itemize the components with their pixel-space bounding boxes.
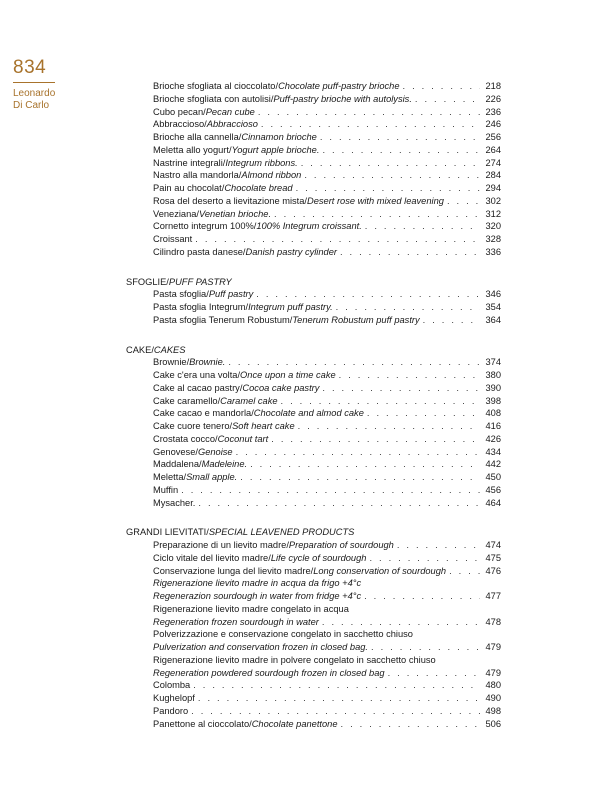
toc-entry-italian: Mysacher. bbox=[153, 497, 196, 508]
section-heading-english: SPECIAL LEAVENED PRODUCTS bbox=[208, 527, 355, 538]
dot-leader bbox=[236, 446, 480, 459]
dot-leader bbox=[371, 641, 480, 654]
toc-entry-title bbox=[153, 233, 192, 246]
toc-entry-italian: Pain au chocolat/ bbox=[153, 183, 225, 193]
dot-leader bbox=[364, 590, 480, 603]
toc-entry[interactable] bbox=[126, 577, 501, 590]
toc-entry-english: Soft heart cake bbox=[232, 421, 295, 431]
toc-entry-page-number: 478 bbox=[485, 616, 501, 627]
dot-leader bbox=[367, 407, 480, 420]
page-number: 834 bbox=[13, 57, 47, 78]
toc-entry-english: Puff-pastry brioche with autolysis. bbox=[273, 93, 412, 104]
toc-entry-page-number: 398 bbox=[485, 395, 501, 406]
toc-entry-page-number: 416 bbox=[485, 421, 501, 431]
toc-entry-italian: Cubo pecan/ bbox=[153, 106, 206, 117]
toc-entry-title bbox=[153, 208, 271, 221]
toc-entry-italian: Nastro alla mandorla/ bbox=[153, 170, 242, 181]
dot-leader bbox=[322, 382, 480, 395]
toc-entry-english: Almond ribbon bbox=[241, 170, 302, 181]
section-heading bbox=[126, 276, 501, 289]
toc-entry-page-number: 498 bbox=[485, 705, 501, 716]
toc-entry-title bbox=[153, 301, 333, 314]
toc-entry-title bbox=[153, 692, 195, 705]
toc-entry-page-number: 246 bbox=[485, 119, 501, 130]
toc-entry-english: Desert rose with mixed leavening bbox=[307, 195, 444, 206]
toc-entry-page-number: 328 bbox=[485, 234, 501, 244]
toc-entry-italian: Pasta sfoglia Tenerum Robustum/ bbox=[153, 314, 293, 325]
toc-entry-italian: Brioche alla cannella/ bbox=[153, 132, 242, 142]
toc-entry-english: 100% Integrum croissant. bbox=[256, 221, 362, 232]
section-heading-italian: SFOGLIE/ bbox=[126, 276, 169, 287]
toc-entry-italian: Cilindro pasta danese/ bbox=[153, 246, 246, 257]
toc-entry-page-number: 475 bbox=[485, 552, 501, 563]
toc-entry-page-number: 274 bbox=[485, 157, 501, 168]
toc-entry-english: Puff pastry bbox=[208, 289, 254, 300]
toc-entry-italian: Colomba bbox=[153, 680, 191, 691]
toc-entry-english: Small apple. bbox=[186, 472, 238, 482]
toc-entry-italian: Brioche sfogliata al cioccolato/ bbox=[153, 81, 279, 91]
dot-leader bbox=[339, 369, 480, 382]
dot-leader bbox=[281, 395, 480, 408]
toc-entry-title bbox=[153, 641, 368, 654]
toc-entry[interactable] bbox=[126, 628, 501, 641]
dot-leader bbox=[256, 288, 480, 301]
toc-entry-title bbox=[153, 628, 413, 641]
toc-entry-english: Chocolate panettone bbox=[251, 718, 338, 729]
toc-entry[interactable] bbox=[126, 169, 501, 182]
toc-entry-english: Once upon a time cake bbox=[240, 370, 336, 380]
toc-entry-italian: Pandoro bbox=[153, 705, 189, 716]
toc-entry[interactable] bbox=[126, 288, 501, 301]
toc-entry-page-number: 434 bbox=[485, 446, 501, 457]
dot-leader bbox=[298, 420, 480, 433]
toc-entry-page-number: 506 bbox=[485, 718, 501, 729]
toc-entry-english: Regenerazion sourdough in water from fridge +4°c bbox=[153, 591, 362, 601]
toc-entry-page-number: 336 bbox=[485, 246, 501, 257]
toc-entry-italian: Cake cacao e mandorla/ bbox=[153, 408, 254, 419]
toc-entry-title bbox=[153, 80, 400, 93]
toc-entry[interactable] bbox=[126, 718, 501, 731]
toc-entry-english: Long conservation of sourdough bbox=[313, 565, 447, 576]
toc-entry-english: Preparation of sourdough bbox=[288, 540, 394, 550]
toc-entry-page-number: 464 bbox=[485, 497, 501, 508]
toc-entry-title bbox=[153, 407, 364, 420]
toc-entry-page-number: 346 bbox=[485, 289, 501, 300]
dot-leader bbox=[403, 80, 480, 93]
toc-entry-page-number: 476 bbox=[485, 565, 501, 576]
dot-leader bbox=[240, 471, 480, 484]
toc-entry[interactable] bbox=[126, 382, 501, 395]
toc-entry-italian: Croissant bbox=[153, 234, 193, 244]
toc-entry[interactable] bbox=[126, 539, 501, 552]
toc-entry[interactable] bbox=[126, 552, 501, 565]
dot-leader bbox=[228, 356, 480, 369]
toc-entry-english: Integrum ribbons. bbox=[225, 157, 298, 168]
toc-entry-english: Chocolate bread bbox=[224, 183, 293, 193]
toc-entry-page-number: 312 bbox=[485, 208, 501, 219]
toc-entry-english: Brownie. bbox=[189, 357, 226, 368]
toc-entry-title bbox=[153, 667, 385, 680]
toc-entry-title bbox=[153, 382, 319, 395]
toc-entry-english: Pulverization and conservation frozen in closed bag. bbox=[153, 642, 368, 652]
toc-entry[interactable] bbox=[126, 667, 501, 680]
toc-entry-page-number: 256 bbox=[485, 132, 501, 142]
section-heading-english: CAKES bbox=[153, 344, 186, 355]
toc-entry[interactable] bbox=[126, 208, 501, 221]
toc-entry[interactable] bbox=[126, 118, 501, 131]
dot-leader bbox=[301, 157, 480, 170]
dot-leader bbox=[193, 679, 480, 692]
dot-leader bbox=[304, 169, 480, 182]
dot-leader bbox=[195, 233, 480, 246]
toc-entry[interactable] bbox=[126, 301, 501, 314]
dot-leader bbox=[191, 705, 480, 718]
toc-entry-italian: Preparazione di un lievito madre/ bbox=[153, 540, 289, 550]
toc-entry-page-number: 374 bbox=[485, 357, 501, 368]
dot-leader bbox=[369, 552, 480, 565]
toc-entry-title bbox=[153, 565, 446, 578]
section-heading-italian: CAKE/ bbox=[126, 344, 154, 355]
toc-entry[interactable] bbox=[126, 590, 501, 603]
author-name bbox=[13, 88, 55, 112]
toc-entry-title bbox=[153, 718, 338, 731]
toc-entry-page-number: 450 bbox=[485, 472, 501, 482]
toc-entry-english: Abbraccioso bbox=[206, 119, 258, 130]
toc-entry[interactable] bbox=[126, 93, 501, 106]
toc-entry[interactable] bbox=[126, 565, 501, 578]
toc-entry-title bbox=[153, 484, 178, 497]
toc-entry[interactable] bbox=[126, 497, 501, 510]
dot-leader bbox=[322, 144, 480, 157]
toc-entry-title bbox=[153, 169, 301, 182]
toc-entry[interactable] bbox=[126, 131, 501, 144]
toc-entry-italian: Brownie/ bbox=[153, 357, 190, 368]
toc-entry-title bbox=[153, 131, 317, 144]
toc-entry[interactable] bbox=[126, 654, 501, 667]
toc-entry-english: Venetian brioche. bbox=[199, 208, 272, 219]
dot-leader bbox=[250, 458, 480, 471]
toc-entry[interactable] bbox=[126, 314, 501, 327]
toc-entry[interactable] bbox=[126, 395, 501, 408]
section-heading-italian: GRANDI LIEVITATI/ bbox=[126, 527, 209, 538]
author-last-name: Di Carlo bbox=[13, 100, 50, 111]
toc-entry[interactable] bbox=[126, 246, 501, 259]
toc-entry-italian: Brioche sfogliata con autolisi/ bbox=[153, 93, 274, 104]
toc-entry-english: Chocolate and almod cake bbox=[253, 408, 364, 419]
toc-entry-page-number: 354 bbox=[485, 302, 501, 312]
toc-entry[interactable] bbox=[126, 471, 501, 484]
toc-entry-title bbox=[153, 93, 412, 106]
toc-entry-italian: Nastrine integrali/ bbox=[153, 157, 226, 168]
toc-entry[interactable] bbox=[126, 356, 501, 369]
toc-entry[interactable] bbox=[126, 144, 501, 157]
toc-entry[interactable] bbox=[126, 157, 501, 170]
toc-entry-title bbox=[153, 118, 258, 131]
toc-entry-title bbox=[153, 654, 436, 667]
toc-entry[interactable] bbox=[126, 106, 501, 119]
toc-entry-title bbox=[153, 679, 190, 692]
toc-entry[interactable] bbox=[126, 195, 501, 208]
toc-entry-page-number: 364 bbox=[485, 314, 501, 325]
dot-leader bbox=[388, 667, 480, 680]
toc-entry-italian: Genovese/ bbox=[153, 446, 198, 457]
dot-leader bbox=[341, 718, 480, 731]
toc-entry-italian: Rigenerazione lievito madre congelato in acqua bbox=[153, 603, 349, 614]
toc-entry-italian: Veneziana/ bbox=[153, 208, 200, 219]
dot-leader bbox=[261, 118, 480, 131]
toc-entry[interactable] bbox=[126, 458, 501, 471]
toc-entry-page-number: 236 bbox=[485, 106, 501, 117]
toc-entry-italian: Pasta sfoglia Integrum/ bbox=[153, 302, 249, 312]
toc-entry[interactable] bbox=[126, 420, 501, 433]
toc-entry-page-number: 479 bbox=[485, 667, 501, 678]
toc-entry-page-number: 456 bbox=[485, 484, 501, 495]
toc-entry-page-number: 474 bbox=[485, 540, 501, 550]
toc-entry-english: Caramel cake bbox=[220, 395, 278, 406]
toc-entry-title bbox=[153, 144, 319, 157]
toc-entry-english: Tenerum Robustum puff pastry bbox=[292, 314, 420, 325]
toc-entry-page-number: 284 bbox=[485, 170, 501, 181]
toc-entry-title bbox=[153, 616, 319, 629]
dot-leader bbox=[198, 692, 480, 705]
toc-entry-italian: Crostata cocco/ bbox=[153, 433, 218, 444]
toc-entry[interactable] bbox=[126, 80, 501, 93]
toc-entry-title bbox=[153, 246, 337, 259]
toc-entry-english: Cocoa cake pastry bbox=[242, 382, 320, 393]
dot-leader bbox=[274, 208, 480, 221]
table-of-contents bbox=[126, 80, 501, 730]
toc-entry-page-number: 226 bbox=[485, 93, 501, 104]
section-heading bbox=[126, 526, 501, 539]
toc-entry-page-number: 294 bbox=[485, 183, 501, 193]
toc-entry-title bbox=[153, 539, 394, 552]
toc-entry-page-number: 490 bbox=[485, 693, 501, 703]
toc-entry[interactable] bbox=[126, 692, 501, 705]
toc-entry-italian: Rigenerazione lievito madre in polvere congelato in sacchetto chiuso bbox=[153, 654, 436, 665]
toc-entry-page-number: 442 bbox=[485, 459, 501, 470]
dot-leader bbox=[423, 314, 480, 327]
toc-entry-title bbox=[153, 157, 298, 170]
toc-entry-italian: Pasta sfoglia/ bbox=[153, 289, 209, 300]
toc-entry-page-number: 302 bbox=[485, 195, 501, 206]
toc-entry-title bbox=[153, 446, 233, 459]
toc-entry[interactable] bbox=[126, 182, 501, 195]
toc-entry-title bbox=[153, 220, 362, 233]
toc-entry-italian: Cake cuore tenero/ bbox=[153, 421, 233, 431]
toc-entry-page-number: 426 bbox=[485, 433, 501, 444]
toc-entry[interactable] bbox=[126, 603, 501, 616]
dot-leader bbox=[322, 616, 480, 629]
toc-entry-title bbox=[153, 182, 293, 195]
toc-entry-italian: Cake c'era una volta/ bbox=[153, 370, 241, 380]
toc-entry-italian: Meletta allo yogurt/ bbox=[153, 144, 232, 155]
toc-entry-title bbox=[153, 314, 420, 327]
toc-entry-page-number: 320 bbox=[485, 221, 501, 232]
page-number-rule bbox=[13, 82, 55, 83]
toc-entry-italian: Cake al cacao pastry/ bbox=[153, 382, 243, 393]
dot-leader bbox=[449, 565, 480, 578]
toc-entry-english: Cinnamon brioche bbox=[241, 132, 317, 142]
toc-entry-english: Integrum puff pastry. bbox=[248, 302, 333, 312]
toc-entry-italian: Panettone al cioccolato/ bbox=[153, 718, 252, 729]
dot-leader bbox=[181, 484, 480, 497]
toc-entry-page-number: 480 bbox=[485, 680, 501, 691]
toc-entry-italian: Cake caramello/ bbox=[153, 395, 221, 406]
toc-entry-page-number: 479 bbox=[485, 642, 501, 652]
toc-entry-page-number: 408 bbox=[485, 408, 501, 419]
toc-entry-page-number: 477 bbox=[485, 591, 501, 601]
toc-entry-title bbox=[153, 705, 188, 718]
toc-entry[interactable] bbox=[126, 369, 501, 382]
toc-entry[interactable] bbox=[126, 407, 501, 420]
toc-entry-title bbox=[153, 603, 349, 616]
dot-leader bbox=[258, 106, 480, 119]
toc-entry-title bbox=[153, 471, 237, 484]
toc-entry-page-number: 390 bbox=[485, 382, 501, 393]
toc-entry-english: Genoise bbox=[197, 446, 233, 457]
dot-leader bbox=[296, 182, 480, 195]
toc-entry-italian: Abbraccioso/ bbox=[153, 119, 207, 130]
toc-entry-italian: Meletta/ bbox=[153, 472, 187, 482]
toc-entry-english: Regeneration frozen sourdough in water bbox=[153, 616, 319, 627]
toc-entry-title: Rigenerazione lievito madre in acqua da frigo +4°c bbox=[153, 578, 362, 589]
toc-entry-english: Danish pastry cylinder bbox=[245, 246, 337, 257]
dot-leader bbox=[271, 433, 480, 446]
toc-entry[interactable] bbox=[126, 433, 501, 446]
toc-entry[interactable] bbox=[126, 679, 501, 692]
dot-leader bbox=[397, 539, 480, 552]
toc-entry-english: Chocolate puff-pastry brioche bbox=[278, 81, 400, 91]
toc-entry-english: Madeleine. bbox=[201, 459, 248, 470]
toc-entry[interactable] bbox=[126, 220, 501, 233]
toc-entry-italian: Maddalena/ bbox=[153, 459, 202, 470]
dot-leader bbox=[415, 93, 480, 106]
toc-entry-italian: Conservazione lunga del lievito madre/ bbox=[153, 565, 314, 576]
toc-entry[interactable] bbox=[126, 233, 501, 246]
toc-entry-title bbox=[153, 106, 255, 119]
section-heading-english: PUFF PASTRY bbox=[168, 276, 232, 287]
toc-entry-page-number: 264 bbox=[485, 144, 501, 155]
toc-entry-title bbox=[153, 395, 278, 408]
toc-entry[interactable] bbox=[126, 641, 501, 654]
toc-entry-title bbox=[153, 552, 366, 565]
toc-entry-title bbox=[153, 590, 361, 603]
toc-entry-english: Yogurt apple brioche. bbox=[231, 144, 320, 155]
toc-entry-italian: Ciclo vitale del lievito madre/ bbox=[153, 552, 271, 563]
dot-leader bbox=[447, 195, 480, 208]
toc-entry-title bbox=[153, 433, 268, 446]
toc-entry-title bbox=[153, 420, 295, 433]
toc-entry-title bbox=[153, 458, 247, 471]
dot-leader bbox=[320, 131, 480, 144]
dot-leader bbox=[336, 301, 480, 314]
toc-entry-english: Pecan cube bbox=[205, 106, 255, 117]
toc-entry-title bbox=[153, 288, 253, 301]
author-first-name: Leonardo bbox=[13, 88, 56, 99]
toc-entry-english: Life cycle of sourdough bbox=[270, 552, 367, 563]
toc-entry-title bbox=[153, 369, 336, 382]
toc-entry-italian: Polverizzazione e conservazione congelato in sacchetto chiuso bbox=[153, 629, 413, 640]
toc-entry-italian: Cornetto integrum 100%/ bbox=[153, 221, 257, 232]
toc-entry-page-number: 380 bbox=[485, 370, 501, 380]
toc-entry-english: Coconut tart bbox=[217, 433, 269, 444]
toc-entry-title bbox=[153, 195, 444, 208]
toc-entry[interactable] bbox=[126, 446, 501, 459]
toc-entry[interactable] bbox=[126, 484, 501, 497]
dot-leader bbox=[340, 246, 480, 259]
toc-entry-title bbox=[153, 356, 225, 369]
section-heading bbox=[126, 344, 501, 357]
dot-leader bbox=[365, 220, 480, 233]
toc-entry-english: Regeneration powdered sourdough frozen in closed bag bbox=[153, 667, 385, 678]
toc-entry-italian: Rosa del deserto a lievitazione mista/ bbox=[153, 195, 307, 206]
toc-entry-italian: Kughelopf bbox=[153, 693, 195, 703]
toc-entry-title bbox=[153, 497, 195, 510]
toc-entry-page-number: 218 bbox=[485, 81, 501, 91]
toc-entry[interactable] bbox=[126, 616, 501, 629]
toc-entry[interactable] bbox=[126, 705, 501, 718]
toc-entry-italian: Muffin bbox=[153, 484, 179, 495]
dot-leader bbox=[198, 497, 480, 510]
